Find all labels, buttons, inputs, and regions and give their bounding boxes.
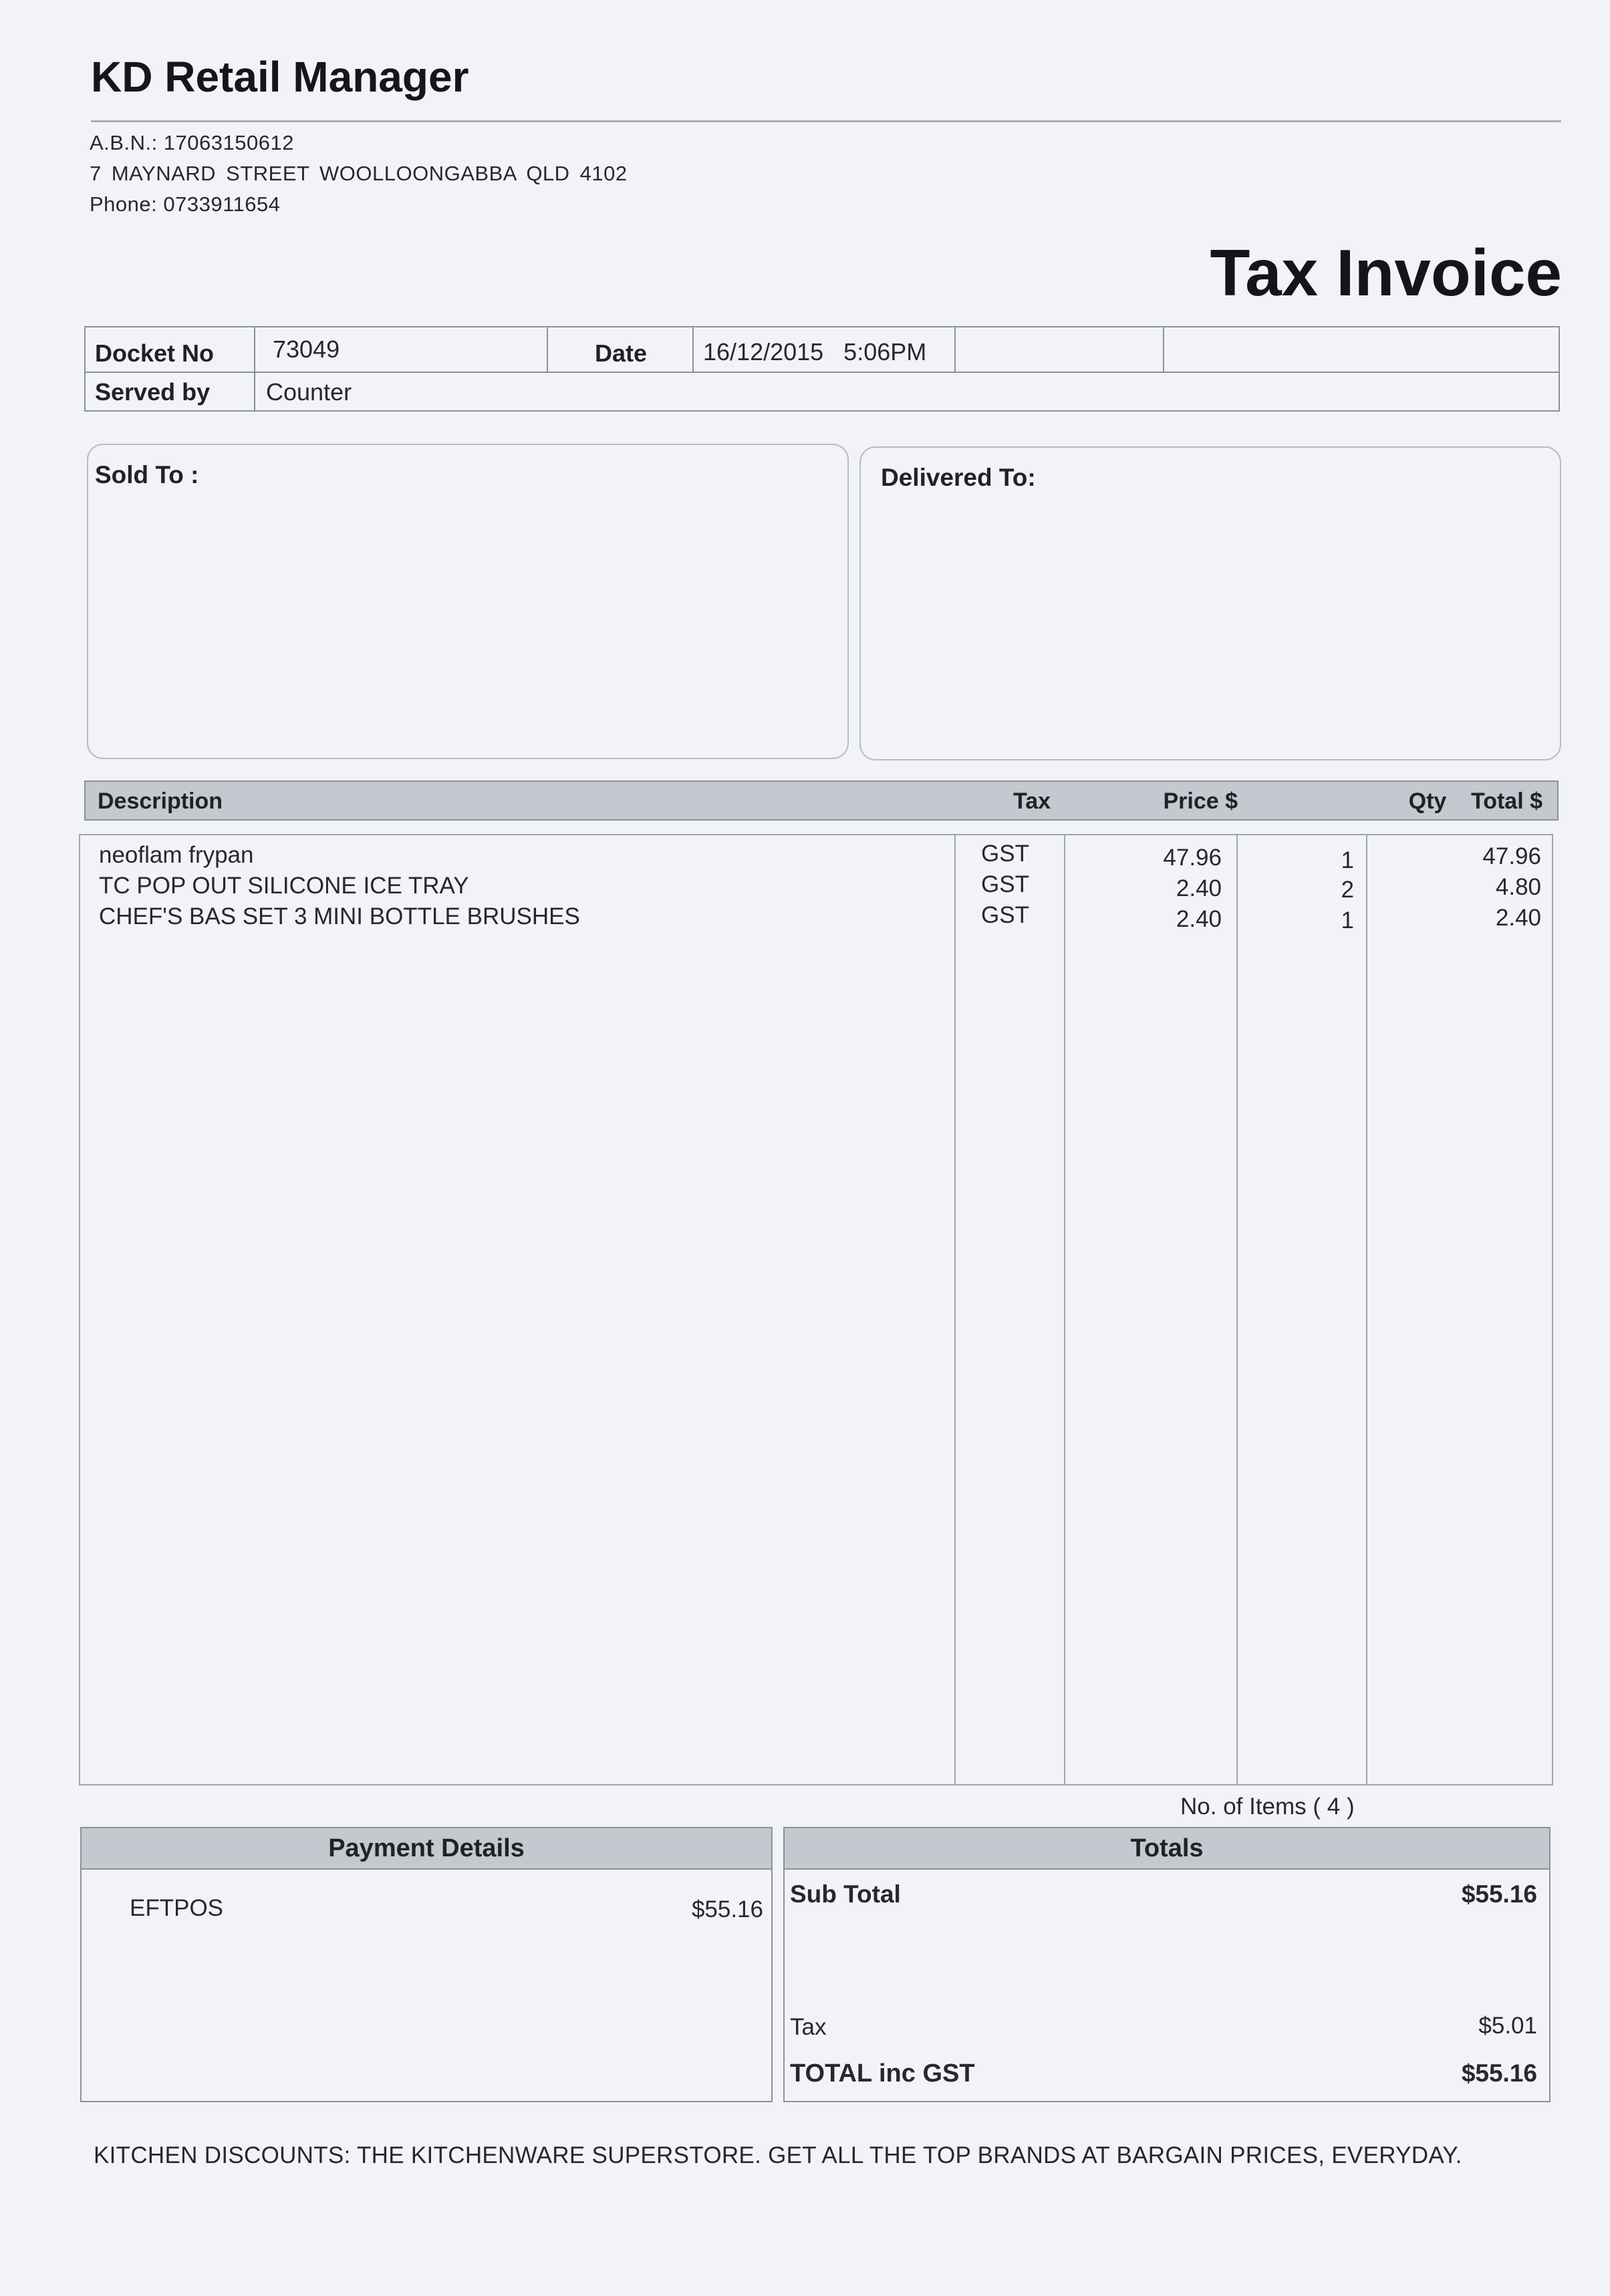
row-2-total: 4.80 bbox=[1495, 874, 1541, 900]
served-by-value: Counter bbox=[266, 378, 352, 406]
sub-total-value: $55.16 bbox=[1461, 1880, 1537, 1908]
footer-slogan: KITCHEN DISCOUNTS: THE KITCHENWARE SUPERSTORE. GET ALL THE TOP BRANDS AT BARGAIN PRICES, EVERYDAY. bbox=[94, 2142, 1462, 2168]
row-3-price: 2.40 bbox=[1176, 906, 1222, 932]
row-3-tax: GST bbox=[981, 902, 1029, 928]
tax-label: Tax bbox=[790, 2014, 827, 2040]
row-1-tax: GST bbox=[981, 841, 1029, 867]
served-by-label: Served by bbox=[95, 378, 211, 406]
totals-panel bbox=[783, 1827, 1551, 2102]
row-3-total: 2.40 bbox=[1495, 905, 1541, 931]
totals-heading: Totals bbox=[785, 1828, 1549, 1870]
row-3-qty: 1 bbox=[1341, 907, 1354, 934]
delivered-to-label: Delivered To: bbox=[881, 464, 1036, 491]
tax-value: $5.01 bbox=[1478, 2013, 1537, 2039]
number-of-items: No. of Items ( 4 ) bbox=[1180, 1793, 1355, 1820]
company-name: KD Retail Manager bbox=[91, 53, 469, 101]
row-1-price: 47.96 bbox=[1163, 845, 1222, 871]
company-phone: Phone: 0733911654 bbox=[90, 192, 281, 216]
document-title: Tax Invoice bbox=[1210, 236, 1562, 309]
header-total: Total $ bbox=[1470, 788, 1542, 814]
payment-amount: $55.16 bbox=[691, 1896, 763, 1922]
row-1-qty: 1 bbox=[1341, 847, 1354, 873]
delivered-to-box bbox=[859, 446, 1561, 760]
payment-method: EFTPOS bbox=[130, 1895, 224, 1921]
company-abn: A.B.N.: 17063150612 bbox=[90, 131, 294, 154]
header-tax: Tax bbox=[1013, 788, 1051, 814]
docket-no-value: 73049 bbox=[273, 335, 340, 363]
row-2-qty: 2 bbox=[1341, 877, 1354, 903]
docket-table bbox=[84, 326, 1560, 412]
row-2-price: 2.40 bbox=[1176, 875, 1222, 901]
header-description: Description bbox=[98, 788, 223, 814]
date-label: Date bbox=[595, 339, 648, 367]
company-address: 7 MAYNARD STREET WOOLLOONGABBA QLD 4102 bbox=[90, 162, 628, 185]
header-price: Price $ bbox=[1163, 788, 1238, 814]
items-table-header bbox=[84, 780, 1559, 821]
items-table-body bbox=[79, 834, 1553, 1785]
sold-to-label: Sold To : bbox=[95, 461, 199, 488]
row-1-total: 47.96 bbox=[1482, 843, 1541, 869]
total-inc-gst-value: $55.16 bbox=[1461, 2059, 1537, 2087]
payment-details-heading: Payment Details bbox=[82, 1828, 771, 1870]
row-3-description: CHEF'S BAS SET 3 MINI BOTTLE BRUSHES bbox=[99, 903, 580, 929]
header-qty: Qty bbox=[1408, 788, 1447, 814]
docket-no-label: Docket No bbox=[95, 339, 215, 367]
payment-details-panel bbox=[80, 1827, 773, 2102]
date-value: 16/12/2015 5:06PM bbox=[703, 338, 927, 366]
sold-to-box bbox=[87, 444, 849, 759]
sub-total-label: Sub Total bbox=[790, 1880, 901, 1908]
header-divider bbox=[91, 120, 1561, 122]
row-2-description: TC POP OUT SILICONE ICE TRAY bbox=[99, 873, 469, 899]
total-inc-gst-label: TOTAL inc GST bbox=[790, 2059, 975, 2088]
row-1-description: neoflam frypan bbox=[99, 842, 254, 868]
row-2-tax: GST bbox=[981, 871, 1029, 897]
